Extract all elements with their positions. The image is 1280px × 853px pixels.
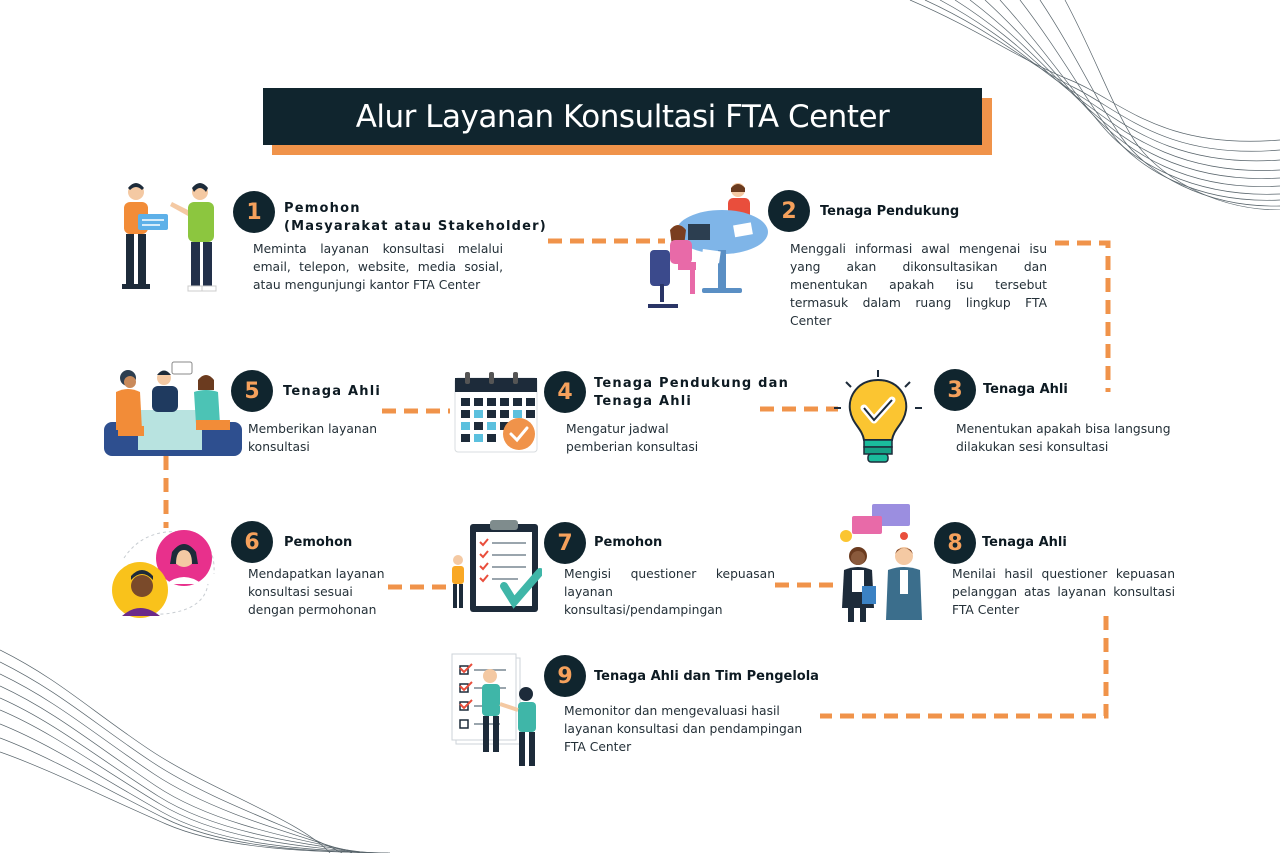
step-4-title-line-2: Tenaga Ahli [594,394,693,409]
step-5-title: Tenaga Ahli [283,384,382,399]
step-1-title [284,200,547,236]
step-1-badge: 1 [233,191,275,233]
step-4-badge: 4 [544,371,586,413]
step-3-badge: 3 [934,369,976,411]
connector-8-9 [820,616,1106,716]
lightbulb-check-icon [828,368,928,468]
step-2-title: Tenaga Pendukung [820,204,960,219]
clipboard-checklist-icon [446,518,542,616]
step-4-title-line-1: Tenaga Pendukung dan [594,376,790,391]
step-8-description: Menilai hasil questioner kepuasan pelanggan atas layanan konsultasi FTA Center [952,567,1175,617]
step-6-description: Mendapatkan layanan konsultasi sesuai dengan permohonan [248,567,385,617]
step-2-description: Menggali informasi awal mengenai isu yang akan dikonsultasikan dan menentukan apakah isu tersebut termasuk dalam ruang lingkup FTA Center [790,242,1047,328]
step-3-description: Menentukan apakah bisa langsung dilakukan sesi konsultasi [956,422,1171,454]
two-people-talking-icon [112,180,232,298]
step-2-badge: 2 [768,190,810,232]
step-4-title [594,375,789,411]
group-discussion-icon [104,360,244,458]
step-7-description: Mengisi questioner kepuasan layanan konsultasi/pendampingan [564,567,775,617]
step-7-badge: 7 [544,522,586,564]
step-8-badge: 8 [934,522,976,564]
business-people-chat-icon [834,502,930,624]
step-1-description: Meminta layanan konsultasi melalui email, telepon, website, media sosial, atau mengunjungi kantor FTA Center [253,242,503,292]
step-3-title: Tenaga Ahli [983,382,1068,397]
step-1-title-line-1: Pemohon [284,201,361,216]
step-9-badge: 9 [544,655,586,697]
calendar-check-icon [453,370,539,454]
meeting-table-icon [642,180,770,314]
step-8-title: Tenaga Ahli [982,535,1067,550]
page-title: Alur Layanan Konsultasi FTA Center [263,88,982,145]
step-9-description: Memonitor dan mengevaluasi hasil layanan konsultasi dan pendampingan FTA Center [564,704,803,754]
step-6-badge: 6 [231,521,273,563]
step-7-title: Pemohon [594,535,663,550]
step-5-badge: 5 [231,370,273,412]
video-call-avatars-icon [104,524,222,622]
step-9-title: Tenaga Ahli dan Tim Pengelola [594,669,819,684]
handshake-checklist-icon [450,652,544,770]
step-4-description: Mengatur jadwal pemberian konsultasi [566,422,699,454]
step-5-description: Memberikan layanan konsultasi [248,422,378,454]
step-1-title-line-2: (Masyarakat atau Stakeholder) [284,219,547,234]
step-6-title: Pemohon [284,535,353,550]
connector-2-3 [1055,243,1108,392]
